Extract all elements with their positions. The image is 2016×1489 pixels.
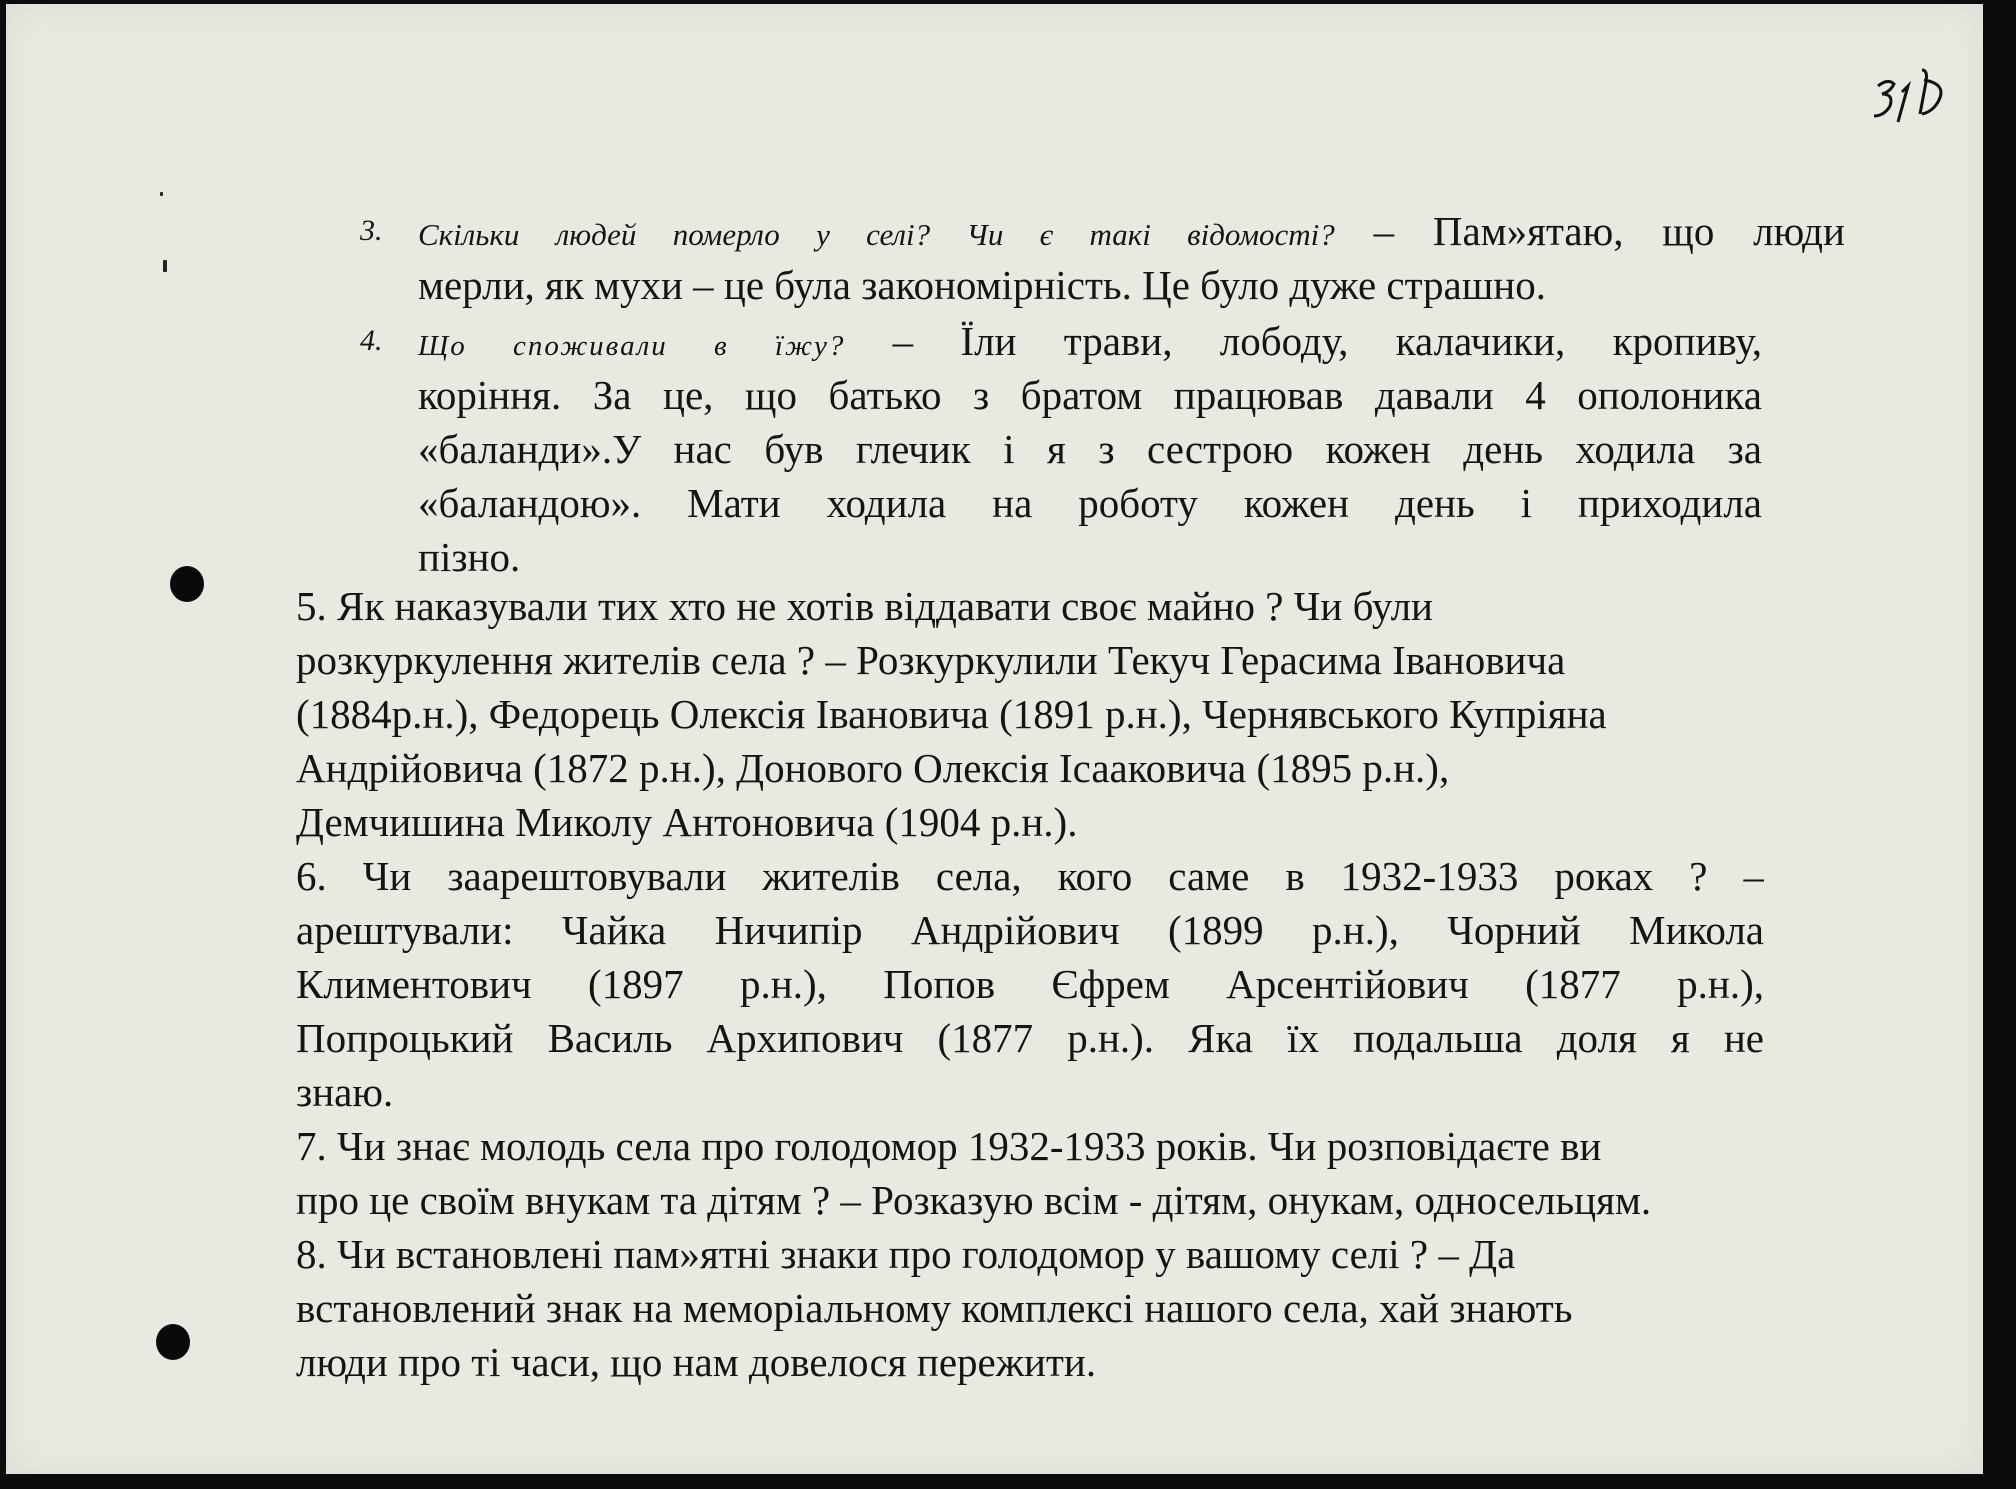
paragraph-line: встановлений знак на меморіальному комплексі нашого села, хай знають <box>296 1285 1573 1331</box>
handwritten-318-signature-icon <box>1866 66 1966 136</box>
paragraph-line: (1884р.н.), Федорець Олексія Івановича (1891 р.н.), Чернявського Купріяна <box>296 691 1607 737</box>
punch-hole <box>170 566 204 602</box>
item-line: мерли, як мухи – це була закономірність. Це було дуже страшно. <box>418 262 1546 308</box>
scan-speck <box>160 192 163 196</box>
item-line <box>418 314 1762 368</box>
scan-speck <box>163 260 167 272</box>
item-line: «баланди».У нас був глечик і я з сестрою кожен день ходила за <box>418 426 1762 472</box>
item-question: Що споживали в їжу? <box>418 330 846 362</box>
paragraph-line: 7. Чи знає молодь села про голодомор 1932-1933 років. Чи розповідаєте ви <box>296 1123 1602 1169</box>
handwritten-folio-number <box>1866 66 1966 141</box>
paragraph-line: люди про ті часи, що нам довелося пережити. <box>296 1339 1097 1385</box>
paragraph-line: Климентович (1897 р.н.), Попов Єфрем Арсентійович (1877 р.н.), <box>296 961 1764 1007</box>
item-number: 4. <box>360 324 383 357</box>
paragraph-line: розкуркулення жителів села ? – Розкуркулили Текуч Герасима Івановича <box>296 637 1566 683</box>
item-line: пізно. <box>418 534 521 580</box>
paragraph-line: арештували: Чайка Ничипір Андрійович (1899 р.н.), Чорний Микола <box>296 907 1764 953</box>
paragraph-line: 8. Чи встановлені пам»ятні знаки про голодомор у вашому селі ? – Да <box>296 1231 1516 1277</box>
item-line: коріння. За це, що батько з братом працював давали 4 ополоника <box>418 372 1762 418</box>
paragraph-7 <box>296 1119 1856 1227</box>
paragraph-line: Демчишина Миколу Антоновича (1904 р.н.). <box>296 799 1078 845</box>
paragraph-line: Попроцький Василь Архипович (1877 р.н.). Яка їх подальша доля я не <box>296 1015 1764 1061</box>
paragraph-line: Андрійовича (1872 р.н.), Донового Олексія Ісааковича (1895 р.н.), <box>296 745 1450 791</box>
item-question: Скільки людей померло у селі? Чи є такі відомості? <box>418 217 1335 252</box>
list-item-4 <box>418 314 1762 584</box>
punch-hole <box>156 1324 190 1360</box>
paragraph-5 <box>296 579 1856 849</box>
paragraph-line: 5. Як наказували тих хто не хотів віддавати своє майно ? Чи були <box>296 583 1433 629</box>
item-answer: – Пам»ятаю, що люди <box>1334 208 1845 254</box>
paragraph-line: про це своїм внукам та дітям ? – Розказую всім - дітям, онукам, односельцям. <box>296 1177 1652 1223</box>
paragraph-line: 6. Чи заарештовували жителів села, кого саме в 1932-1933 роках ? – <box>296 853 1764 899</box>
paragraph-line: знаю. <box>296 1069 394 1115</box>
document-page <box>6 4 1983 1474</box>
item-number: 3. <box>360 214 383 247</box>
paragraph-8 <box>296 1227 1856 1389</box>
item-line <box>418 204 1845 258</box>
list-item-3 <box>418 204 1845 312</box>
item-answer: – Їли трави, лободу, калачики, кропиву, <box>845 318 1762 364</box>
paragraph-6 <box>296 849 1764 1119</box>
item-line: «баландою». Мати ходила на роботу кожен день і приходила <box>418 480 1762 526</box>
